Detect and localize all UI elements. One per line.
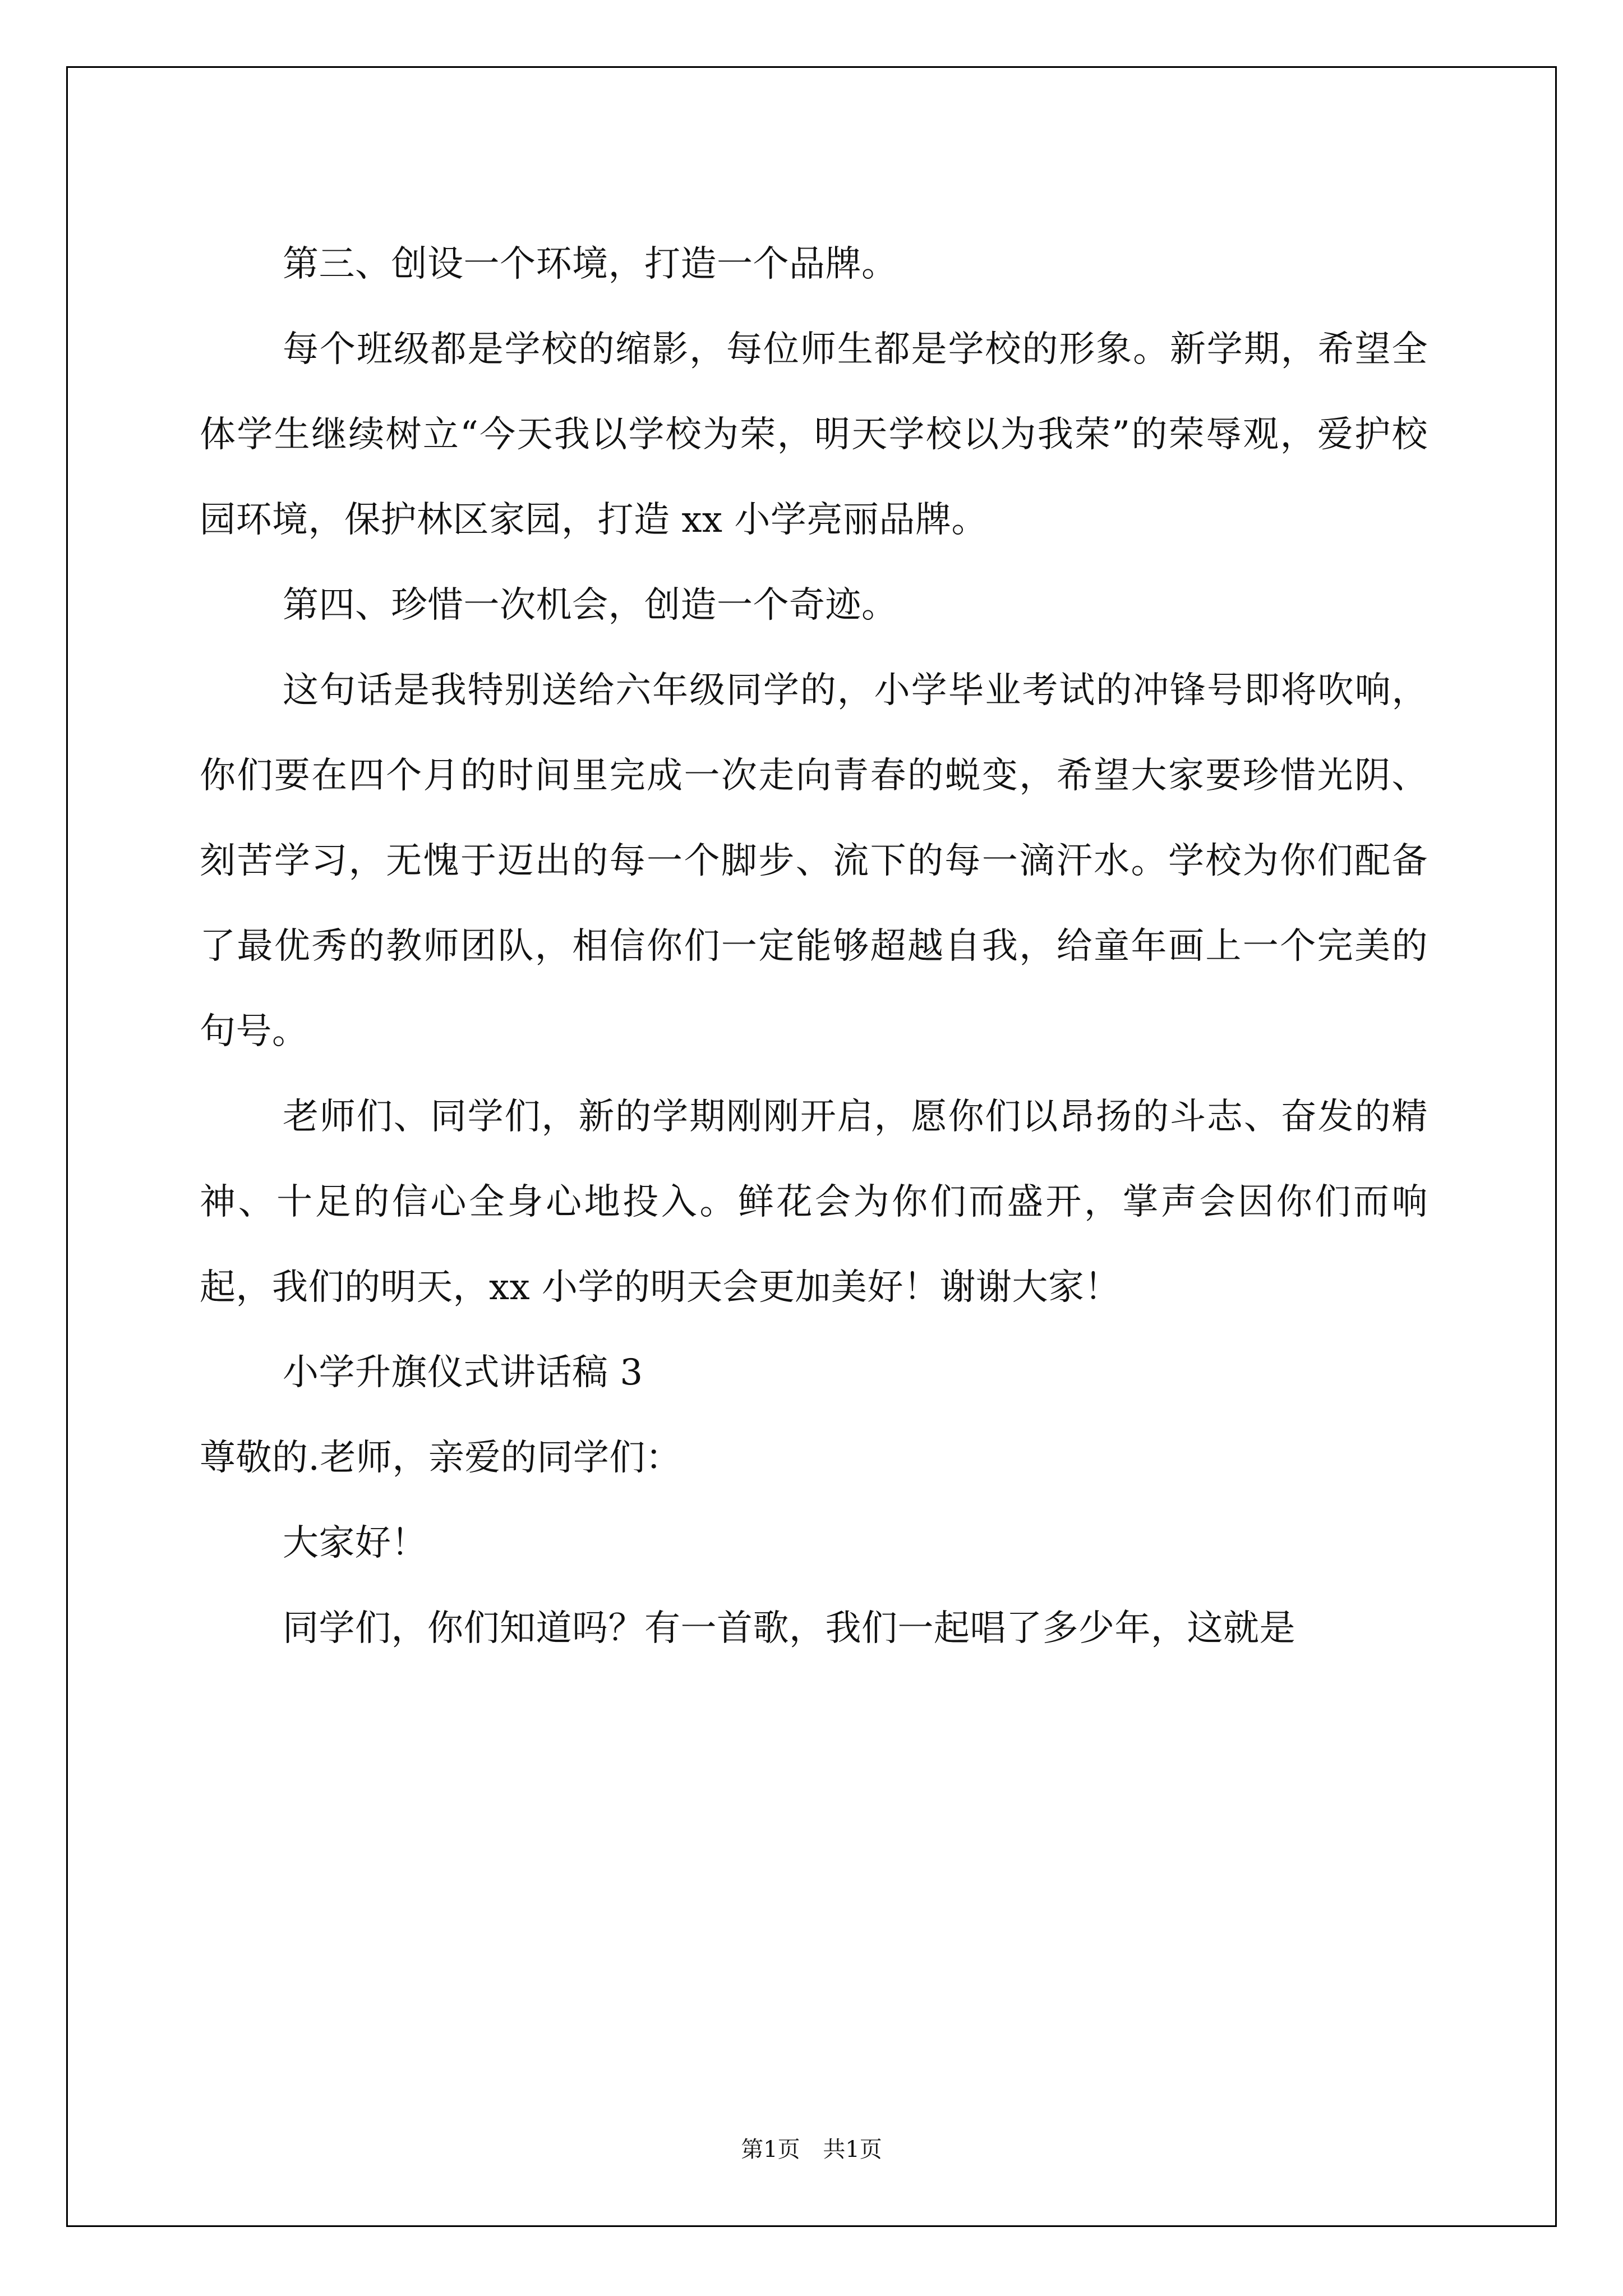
paragraph-section-three-title: 第三、创设一个环境，打造一个品牌。 <box>283 243 898 285</box>
paragraph-closing-wishes: 老师们、同学们，新的学期刚刚开启，愿你们以昂扬的斗志、奋发的精神、十足的信心全身心地投入。鲜花会为你们而盛开，掌声会因你们而响起，我们的明天，xx 小学的明天会更加美好！谢谢大家！ <box>200 1096 1428 1308</box>
paragraph-class-image: 每个班级都是学校的缩影，每位师生都是学校的形象。新学期，希望全体学生继续树立“今天我以学校为荣，明天学校以为我荣”的荣辱观，爱护校园环境，保护林区家园，打造 xx 小学亮丽品牌。 <box>200 329 1428 541</box>
paragraph-grade-six-message: 这句话是我特别送给六年级同学的，小学毕业考试的冲锋号即将吹响，你们要在四个月的时间里完成一次走向青春的蜕变，希望大家要珍惜光阴、刻苦学习，无愧于迈出的每一个脚步、流下的每一滴汗水。学校为你们配备了最优秀的教师团队，相信你们一定能够超越自我，给童年画上一个完美的句号。 <box>200 670 1428 1052</box>
salutation: 尊敬的.老师，亲爱的同学们： <box>200 1437 682 1479</box>
page-number: 第1页 <box>741 2137 800 2162</box>
greeting: 大家好！ <box>283 1522 427 1564</box>
speech-heading: 小学升旗仪式讲话稿 3 <box>283 1352 643 1393</box>
paragraph-song-intro: 同学们，你们知道吗？有一首歌，我们一起唱了多少年，这就是 <box>283 1608 1295 1649</box>
document-body <box>200 222 1428 1671</box>
page-total: 共1页 <box>823 2137 882 2162</box>
page-footer <box>0 2132 1623 2164</box>
paragraph-section-four-title: 第四、珍惜一次机会，创造一个奇迹。 <box>283 585 898 626</box>
